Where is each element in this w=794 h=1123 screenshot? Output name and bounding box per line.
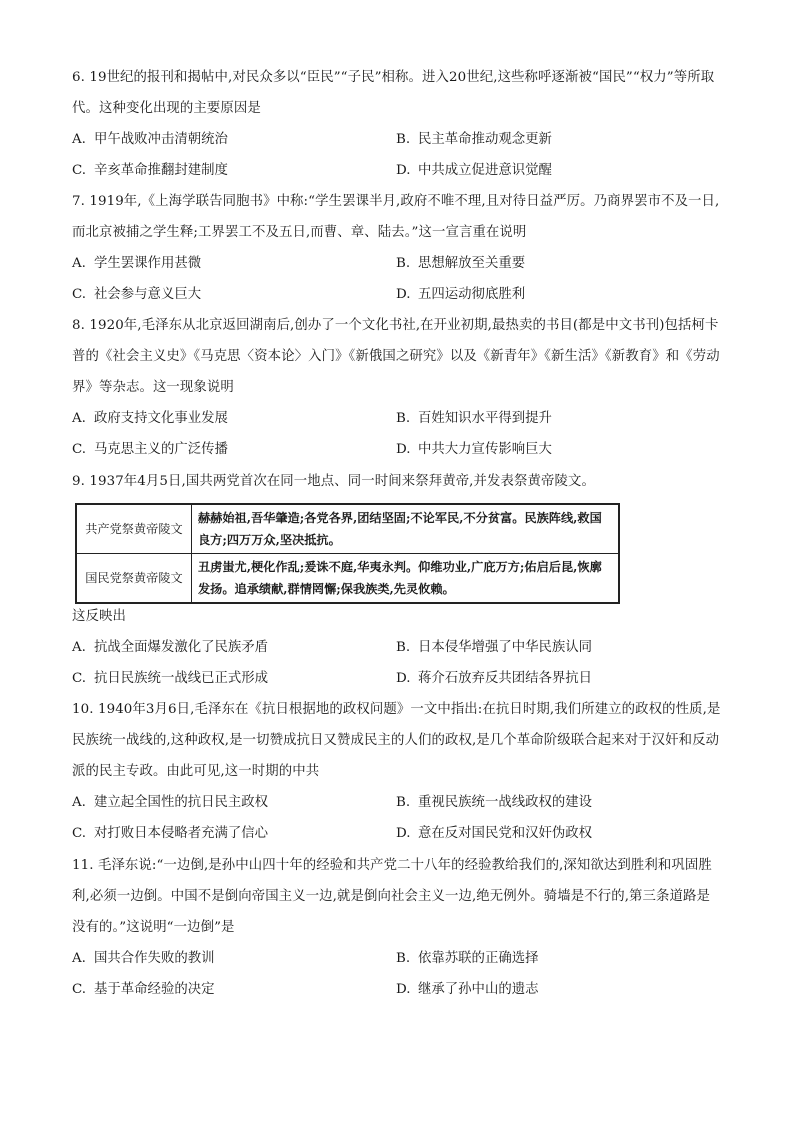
question-stem: 8. 1920年,毛泽东从北京返回湖南后,创办了一个文化书社,在开业初期,最热卖的书目(都是中文书刊)包括柯卡普的《社会主义史》《马克思〈资本论〉入门》《新俄国之研究》以及《新青年》《新生活》《新教育》和《劳动界》等杂志。这一现象说明 bbox=[72, 318, 720, 395]
question-stem: 9. 1937年4月5日,国共两党首次在同一地点、同一时间来祭拜黄帝,并发表祭黄帝陵文。 bbox=[72, 474, 595, 489]
option-a: A. 国共合作失败的教训 bbox=[72, 951, 215, 966]
option-a: A. 政府支持文化事业发展 bbox=[72, 411, 228, 426]
option-b: B. 依靠苏联的正确选择 bbox=[396, 951, 539, 966]
question-stem: 7. 1919年,《上海学联告同胞书》中称:“学生罢课半月,政府不唯不理,且对待日益严厉。乃商界罢市不及一日,而北京被捕之学生释;工界罢工不及五日,而曹、章、陆去。”这一宣言重在说明 bbox=[72, 194, 720, 240]
option-c: C. 基于革命经验的决定 bbox=[72, 982, 215, 997]
option-c: C. 辛亥革命推翻封建制度 bbox=[72, 163, 228, 178]
option-d: D. 继承了孙中山的遗志 bbox=[396, 982, 539, 997]
question-stem: 6. 19世纪的报刊和揭帖中,对民众多以“臣民”“子民”相称。进入20世纪,这些称呼逐渐被“国民”“权力”等所取代。这种变化出现的主要原因是 bbox=[72, 70, 715, 116]
question-stem: 11. 毛泽东说:“一边倒,是孙中山四十年的经验和共产党二十八年的经验教给我们的,深知欲达到胜利和巩固胜利,必须一边倒。中国不是倒向帝国主义一边,就是倒向社会主义一边,绝无例外。骑墙是不行的,第三条道路是没有的。”这说明“一边倒”是 bbox=[72, 858, 712, 935]
question-7 bbox=[72, 186, 722, 310]
option-b: B. 思想解放至关重要 bbox=[396, 256, 526, 271]
source-table bbox=[75, 503, 620, 604]
option-c: C. 马克思主义的广泛传播 bbox=[72, 442, 228, 457]
option-c: C. 抗日民族统一战线已正式形成 bbox=[72, 671, 269, 686]
row-header: 国民党祭黄帝陵文 bbox=[76, 554, 192, 604]
question-9 bbox=[72, 466, 722, 497]
option-d: D. 蒋介石放弃反共团结各界抗日 bbox=[396, 671, 593, 686]
option-d: D. 意在反对国民党和汉奸伪政权 bbox=[396, 826, 593, 841]
options bbox=[72, 248, 722, 310]
table-row bbox=[76, 554, 619, 604]
question-11 bbox=[72, 850, 722, 1005]
question-8 bbox=[72, 310, 722, 465]
question-stem: 10. 1940年3月6日,毛泽东在《抗日根据地的政权问题》一文中指出:在抗日时期,我们所建立的政权的性质,是民族统一战线的,这种政权,是一切赞成抗日又赞成民主的人们的政权,是几个革命阶级联合起来对于汉奸和反动派的民主专政。由此可见,这一时期的中共 bbox=[72, 702, 721, 779]
options bbox=[72, 403, 722, 465]
option-d: D. 中共大力宣传影响巨大 bbox=[396, 442, 552, 457]
question-9-continued bbox=[72, 601, 722, 694]
option-b: B. 百姓知识水平得到提升 bbox=[396, 411, 552, 426]
question-10 bbox=[72, 694, 722, 849]
row-content: 丑虏蚩尤,梗化作乱;爰诛不庭,华夷永判。仰维功业,广庇万方;佑启后昆,恢廓发扬。追承绩献,群情罔懈;保我族类,先灵攸赖。 bbox=[192, 554, 620, 604]
options bbox=[72, 632, 722, 694]
question-6 bbox=[72, 62, 722, 186]
option-c: C. 社会参与意义巨大 bbox=[72, 287, 202, 302]
option-a: A. 甲午战败冲击清朝统治 bbox=[72, 132, 228, 147]
options bbox=[72, 124, 722, 186]
options bbox=[72, 943, 722, 1005]
option-b: B. 日本侵华增强了中华民族认同 bbox=[396, 640, 593, 655]
option-d: D. 五四运动彻底胜利 bbox=[396, 287, 526, 302]
row-header: 共产党祭黄帝陵文 bbox=[76, 504, 192, 554]
question-stem-continued: 这反映出 bbox=[72, 609, 126, 624]
option-b: B. 民主革命推动观念更新 bbox=[396, 132, 552, 147]
option-b: B. 重视民族统一战线政权的建设 bbox=[396, 795, 593, 810]
row-content: 赫赫始祖,吾华肇造;各党各界,团结坚固;不论军民,不分贫富。民族阵线,救国良方;四万万众,坚决抵抗。 bbox=[192, 504, 620, 554]
option-a: A. 抗战全面爆发激化了民族矛盾 bbox=[72, 640, 269, 655]
table-row bbox=[76, 504, 619, 554]
option-a: A. 建立起全国性的抗日民主政权 bbox=[72, 795, 269, 810]
option-d: D. 中共成立促进意识觉醒 bbox=[396, 163, 552, 178]
options bbox=[72, 787, 722, 849]
option-a: A. 学生罢课作用甚微 bbox=[72, 256, 202, 271]
option-c: C. 对打败日本侵略者充满了信心 bbox=[72, 826, 269, 841]
